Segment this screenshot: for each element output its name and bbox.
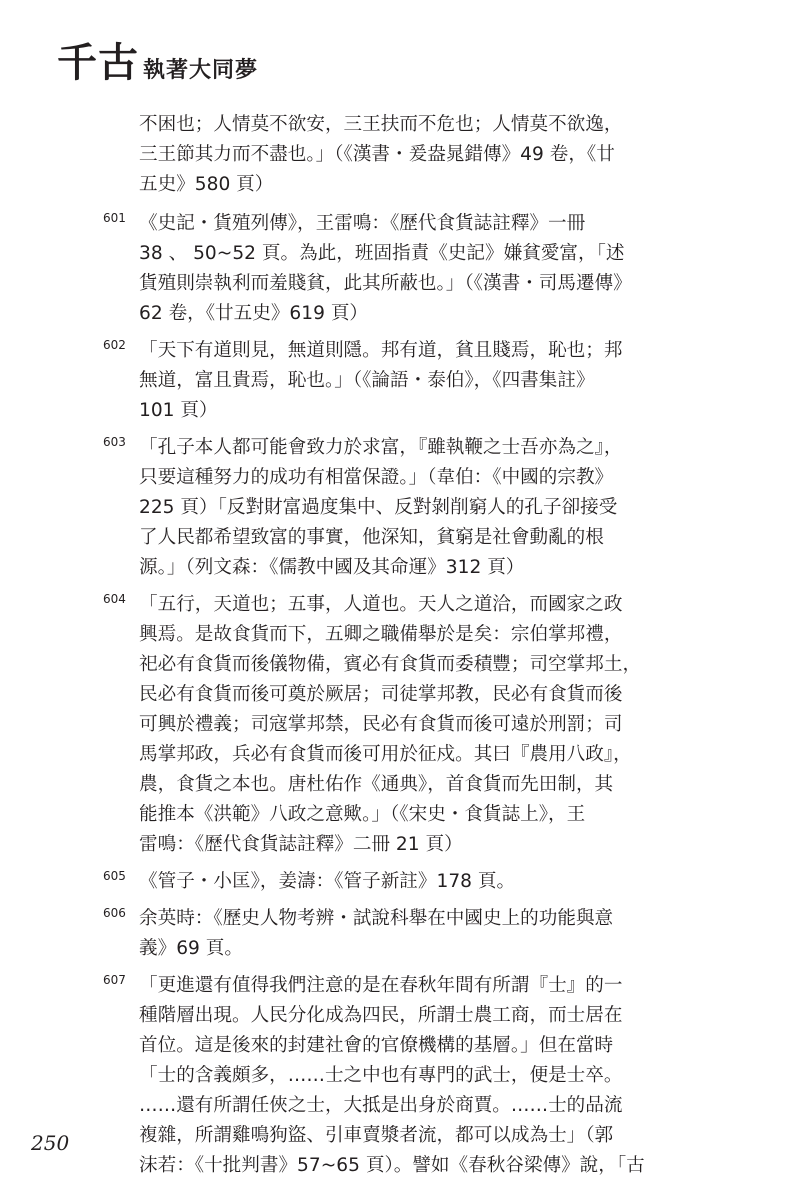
text-line: 農，食貨之本也。唐杜佑作《通典》，首食貨而先田制，其: [139, 774, 614, 795]
text-line: 「五行，天道也；五事，人道也。天人之道洽，而國家之政: [139, 594, 623, 615]
text-line: 沫若：《十批判書》57~65 頁）。譬如《春秋谷梁傳》說，「古: [139, 1155, 645, 1176]
text-line: 只要這種努力的成功有相當保證。」（韋伯：《中國的宗教》: [139, 467, 614, 488]
text-line: 無道，富且貴焉，恥也。」（《論語・泰伯》，《四書集註》: [139, 370, 595, 391]
text-line: 貨殖則崇執利而羞賤貧，此其所蔽也。」（《漢書・司馬遷傳》: [139, 273, 632, 294]
footnote-604: [103, 590, 663, 860]
text-line: 了人民都希望致富的事實，他深知，貧窮是社會動亂的根: [139, 527, 604, 548]
text-line: 源。」（列文森：《儒教中國及其命運》312 頁）: [139, 557, 525, 578]
footnote-number: 605: [103, 869, 126, 883]
text-line: 複雜，所謂雞鳴狗盜、引車賣漿者流，都可以成為士」（郭: [139, 1125, 614, 1146]
footnote-number: 607: [103, 973, 126, 987]
text-line: 雷鳴：《歷代食貨誌註釋》二冊 21 頁）: [139, 834, 463, 855]
footnote-602: [103, 336, 663, 426]
footnotes: [103, 110, 663, 1188]
text-line: 62 卷，《廿五史》619 頁）: [139, 303, 369, 324]
text-line: 不困也；人情莫不欲安，三王扶而不危也；人情莫不欲逸，: [139, 114, 623, 135]
text-line: ……還有所謂任俠之士，大抵是出身於商賈。……士的品流: [139, 1095, 623, 1116]
text-line: 祀必有食貨而後儀物備，賓必有食貨而委積豐；司空掌邦土，: [139, 654, 642, 675]
text-line: 《管子・小匡》，姜濤：《管子新註》178 頁。: [139, 871, 516, 892]
running-header: [57, 26, 258, 86]
footnote-number: 602: [103, 338, 126, 352]
footnote-number: 601: [103, 211, 126, 225]
text-line: 可興於禮義；司寇掌邦禁，民必有食貨而後可遠於刑罰；司: [139, 714, 623, 735]
text-line: 能推本《洪範》八政之意歟。」（《宋史・食貨誌上》，王: [139, 804, 586, 825]
text-line: 民必有食貨而後可奠於厥居；司徒掌邦教，民必有食貨而後: [139, 684, 623, 705]
footnote-number: 604: [103, 592, 126, 606]
footnote-number: 606: [103, 906, 126, 920]
page-number: 250: [31, 1131, 70, 1155]
continued-footnote: [103, 110, 663, 200]
text-line: 38 、 50~52 頁。為此，班固指責《史記》嫌貧愛富，「述: [139, 243, 625, 264]
text-line: 義》69 頁。: [139, 938, 243, 959]
footnote-607: [103, 971, 663, 1181]
text-line: 三王節其力而不盡也。」（《漢書・爰盎晁錯傳》49 卷，《廿: [139, 144, 615, 165]
footnote-number: 603: [103, 435, 126, 449]
text-line: 興焉。是故食貨而下，五卿之職備舉於是矣：宗伯掌邦禮，: [139, 624, 623, 645]
text-line: 《史記・貨殖列傳》，王雷鳴：《歷代食貨誌註釋》一冊: [139, 213, 586, 234]
book-title-large: 千古: [57, 39, 139, 86]
text-line: 余英時：《歷史人物考辨・試說科舉在中國史上的功能與意: [139, 908, 614, 929]
text-line: 「士的含義頗多，……士之中也有專門的武士，便是士卒。: [139, 1065, 623, 1086]
text-line: 101 頁）: [139, 400, 218, 421]
footnote-605: [103, 867, 663, 897]
text-line: 「孔子本人都可能會致力於求富，『雖執鞭之士吾亦為之』，: [139, 437, 623, 458]
text-line: 馬掌邦政，兵必有食貨而後可用於征戍。其曰『農用八政』，: [139, 744, 632, 765]
text-line: 「更進還有值得我們注意的是在春秋年間有所謂『士』的一: [139, 975, 623, 996]
text-line: 首位。這是後來的封建社會的官僚機構的基層。」但在當時: [139, 1035, 614, 1056]
text-line: 「天下有道則見，無道則隱。邦有道，貧且賤焉，恥也；邦: [139, 340, 623, 361]
footnote-601: [103, 209, 663, 329]
text-line: 五史》580 頁）: [139, 174, 274, 195]
book-title-small: 執著大同夢: [143, 57, 259, 83]
footnote-603: [103, 433, 663, 583]
footnote-606: [103, 904, 663, 964]
text-line: 種階層出現。人民分化成為四民，所謂士農工商，而士居在: [139, 1005, 623, 1026]
text-line: 225 頁）「反對財富過度集中、反對剝削窮人的孔子卻接受: [139, 497, 618, 518]
